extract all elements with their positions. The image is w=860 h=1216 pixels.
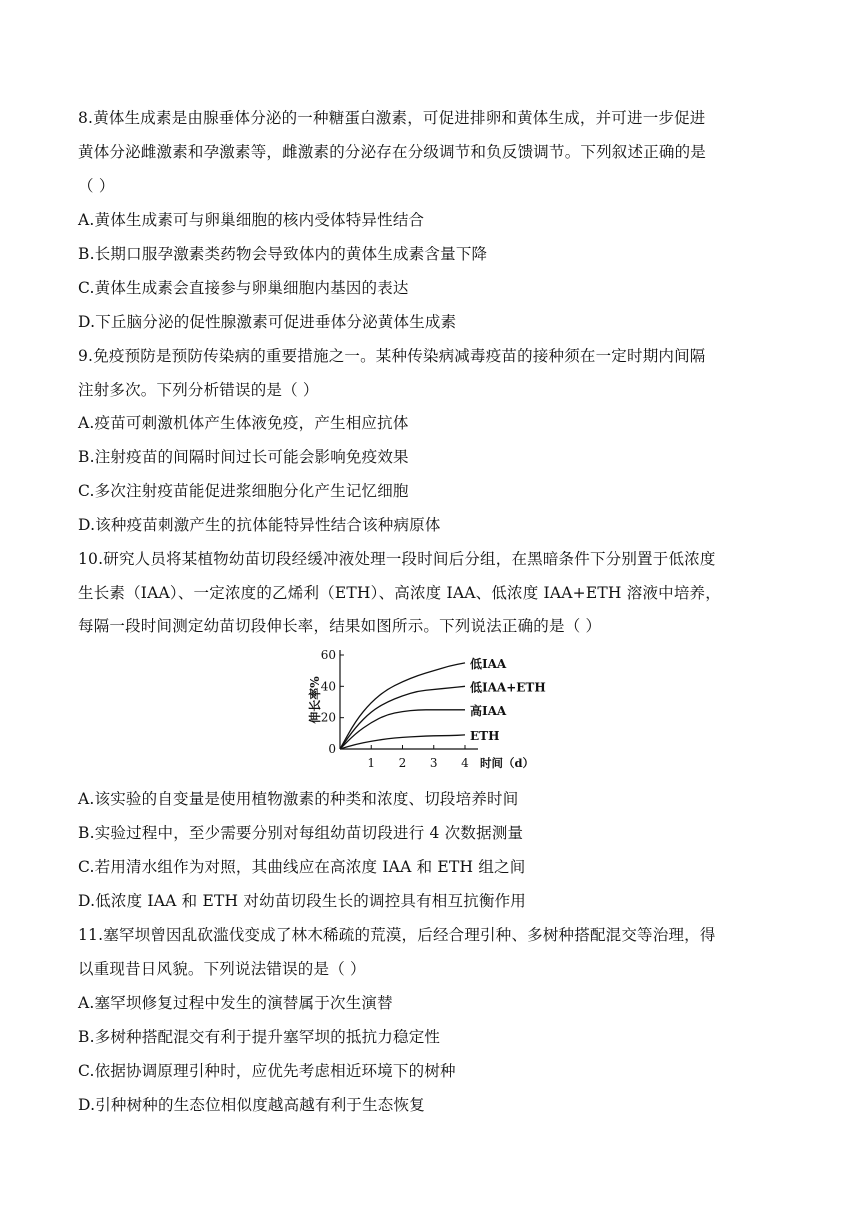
q11-option-c: C.依据协调原理引种时，应优先考虑相近环境下的树种 xyxy=(78,1062,456,1080)
x-tick-label: 3 xyxy=(429,756,438,770)
x-tick-label: 1 xyxy=(367,756,376,770)
q11-option-a: A.塞罕坝修复过程中发生的演替属于次生演替 xyxy=(78,994,393,1012)
q8-option-c: C.黄体生成素会直接参与卵巢细胞内基因的表达 xyxy=(78,279,409,297)
q11-stem-line-1: 11.塞罕坝曾因乱砍滥伐变成了林木稀疏的荒漠，后经合理引种、多树种搭配混交等治理，得 xyxy=(78,926,716,944)
q9-stem-line-2: 注射多次。下列分析错误的是（ ） xyxy=(78,381,319,399)
q10-stem-line-1: 10.研究人员将某植物幼苗切段经缓冲液处理一段时间后分组，在黑暗条件下分别置于低浓度 xyxy=(78,550,716,568)
x-tick-label: 4 xyxy=(461,756,469,770)
series-label-high-iaa: 高IAA xyxy=(470,703,507,718)
q9-option-b: B.注射疫苗的间隔时间过长可能会影响免疫效果 xyxy=(78,448,409,466)
q8-option-a: A.黄体生成素可与卵巢细胞的核内受体特异性结合 xyxy=(78,211,425,229)
y-tick-label: 20 xyxy=(320,710,336,725)
x-axis-label: 时间（d） xyxy=(480,756,535,770)
series-label-low-iaa-eth: 低IAA+ETH xyxy=(470,680,546,695)
q8-stem-line-2: 黄体分泌雌激素和孕激素等，雌激素的分泌存在分级调节和负反馈调节。下列叙述正确的是 xyxy=(78,143,707,161)
q11-option-d: D.引种树种的生态位相似度越高越有利于生态恢复 xyxy=(78,1096,425,1114)
q10-option-a: A.该实验的自变量是使用植物激素的种类和浓度、切段培养时间 xyxy=(78,790,519,808)
series-label-eth: ETH xyxy=(470,728,500,743)
q11-stem-line-2: 以重现昔日风貌。下列说法错误的是（ ） xyxy=(78,960,366,978)
y-tick-label: 0 xyxy=(328,742,336,756)
x-tick-label: 2 xyxy=(398,756,407,770)
y-tick-label: 60 xyxy=(320,648,336,662)
y-tick-label: 40 xyxy=(320,679,336,694)
q10-stem-line-3: 每隔一段时间测定幼苗切段伸长率，结果如图所示。下列说法正确的是（ ） xyxy=(78,617,602,635)
elongation-chart xyxy=(300,645,570,775)
series-label-low-iaa: 低IAA xyxy=(470,656,507,671)
q10-option-d: D.低浓度 IAA 和 ETH 对幼苗切段生长的调控具有相互抗衡作用 xyxy=(78,892,526,910)
q9-stem-line-1: 9.免疫预防是预防传染病的重要措施之一。某种传染病减毒疫苗的接种须在一定时期内间隔 xyxy=(78,347,706,365)
q10-stem-line-2: 生长素（IAA）、一定浓度的乙烯利（ETH）、高浓度 IAA、低浓度 IAA+ETH 溶液中培养， xyxy=(78,584,721,602)
q9-option-c: C.多次注射疫苗能促进浆细胞分化产生记忆细胞 xyxy=(78,482,409,500)
q8-option-d: D.下丘脑分泌的促性腺激素可促进垂体分泌黄体生成素 xyxy=(78,313,457,331)
q9-option-d: D.该种疫苗刺激产生的抗体能特异性结合该种病原体 xyxy=(78,516,441,534)
q8-option-b: B.长期口服孕激素类药物会导致体内的黄体生成素含量下降 xyxy=(78,245,488,263)
q8-stem-line-1: 8.黄体生成素是由腺垂体分泌的一种糖蛋白激素，可促进排卵和黄体生成，并可进一步促进 xyxy=(78,109,706,127)
q10-option-b: B.实验过程中，至少需要分别对每组幼苗切段进行 4 次数据测量 xyxy=(78,824,524,842)
y-axis-label: 伸长率% xyxy=(308,676,322,724)
q8-stem-line-3: （ ） xyxy=(78,177,115,195)
chart-series xyxy=(340,663,465,749)
q9-option-a: A.疫苗可刺激机体产生体液免疫，产生相应抗体 xyxy=(78,414,409,432)
chart-series-labels xyxy=(470,656,546,743)
q11-option-b: B.多树种搭配混交有利于提升塞罕坝的抵抗力稳定性 xyxy=(78,1028,441,1046)
q10-option-c: C.若用清水组作为对照，其曲线应在高浓度 IAA 和 ETH 组之间 xyxy=(78,858,526,876)
